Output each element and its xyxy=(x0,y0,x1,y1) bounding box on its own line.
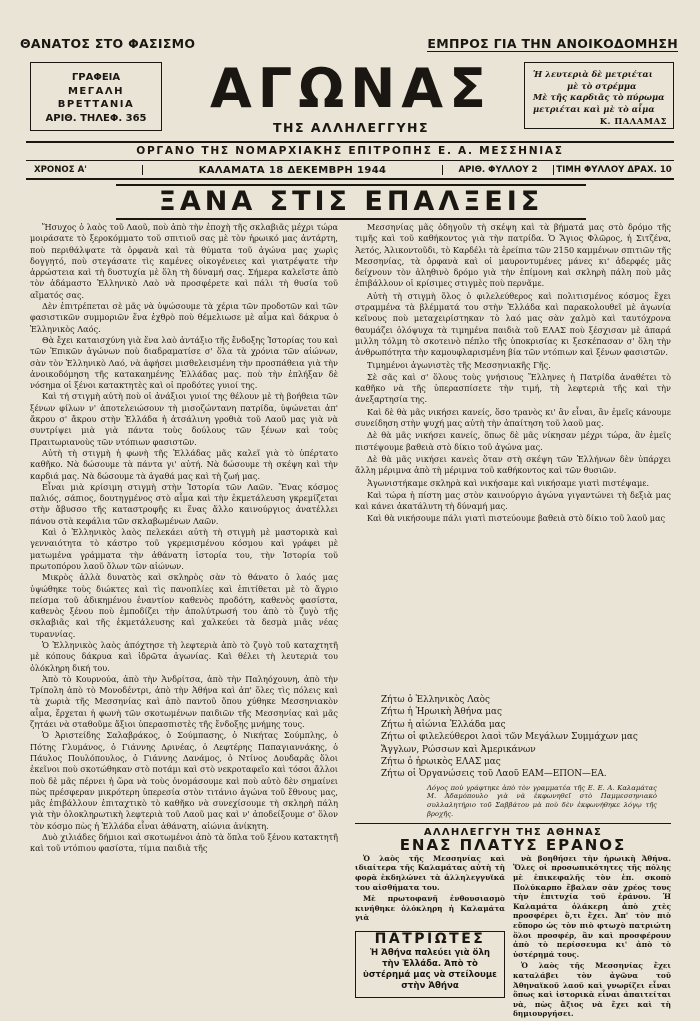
article-paragraph: Καὶ θὰ νικήσουμε πάλι γιατὶ πιστεύουμε βαθειὰ στὸ δίκιο τοῦ λαοῦ μας xyxy=(367,513,666,524)
cheer-line: Ζήτω οἱ Ὀργανώσεις τοῦ Λαοῦ ΕΑΜ—ΕΠΟΝ—ΕΑ. xyxy=(381,769,607,780)
fundraiser-paragraph: Ὁ λαὸς τῆς Μεσσηνίας καὶ ιδιαίτερα τῆς Καλαμάτας αὐτὴ τὴ φορὰ ἐκδηλώνει τὰ ἀλληλεγγυϊκά του αἰσθήματα του. xyxy=(355,853,505,892)
article-paragraph: Ἀγωνιστήκαμε σκληρὰ καὶ νικήσαμε καὶ νικήσαμε γιατὶ πιστέψαμε. xyxy=(367,477,650,488)
article-paragraph: Δὲν ἐπιτρέπεται σὲ μᾶς νὰ ὑψώσουμε τὰ χέρια τῶν προδοτῶν καὶ τῶν φασιστικῶν συμμοριῶν ἕνα ἐχθρὸ ποὺ θέμελιωσε μὲ αἷμα καὶ δάκρυα ὁ Ἑλληνικὸς Λαός. xyxy=(30,301,338,334)
article-column-right xyxy=(355,222,671,1021)
quote-line: Ἡ λευτεριὰ δὲ μετριέται xyxy=(533,69,653,79)
cheer-line: Ζήτω ὁ Ἑλληνικὸς Λαὸς xyxy=(381,695,490,705)
fundraiser-article xyxy=(355,854,671,1021)
article-column-left xyxy=(30,222,338,972)
article-paragraph: Ἥσυχος ὁ λαὸς τοῦ Λαοῦ, ποὺ ἀπὸ τὴν ἐποχὴ τῆς σκλαβιᾶς μέχρι τώρα μοιράσατε τὸ ξεροκόμματο τοῦ σπιτιοῦ σας μὲ τὸν ἡρωικό μας ἀντάρτη, ποὺ περιθάλψατε τὰ ὀρφανὰ καὶ τὰ θύματα τοῦ ἀγώνα μας χωρὶς δογγητό, ποὺ στεγάσατε τὶς καμένες οἰκογένειες καὶ γιατρέψατε τὴν ἀρρώστεια καὶ τὴ δυστυχία μὲ ὅλη τὴ δύναμή σας. Σήμερα καλεῖστε ἀπὸ τὸν ἀδάμαστο Ἑλληνικὸ Λαὸ νὰ προσφέρετε καὶ πάλι τὴ θυσία τοῦ αἵματός σας. xyxy=(30,222,338,300)
article-paragraph: Μικρὸς ἀλλὰ δυνατὸς καὶ σκληρὸς σὰν τὸ θάνατο ὁ λαός μας ὑψώθηκε τοὺς διώκτες καὶ τὶς πανοπλίες καὶ ἐπιτίθεται μὲ τὸ ἄγριο πείσμα τοῦ ἀδικημένου ἐναντίον καθενὸς προδότη, καθενὸς φασίστα, καθενὸς ξένου ποὺ ἐμποδίζει τὴν ἀπολύτρωσή του ἀπὸ τὸ ζυγὸ τῆς σκλαβιᾶς καὶ τῆς ἐκμετάλευσης καὶ χαλκεύει τὰ δεσμὰ μιᾶς νέας τυραννίας. xyxy=(30,572,338,639)
article-paragraph: Αὐτὴ τὴ στιγμὴ ἡ φωνὴ τῆς Ἑλλάδας μᾶς καλεῖ γιὰ τὸ ὑπέρτατο καθῆκο. Νὰ δώσουμε τὰ πάντα γι' αὐτή. Νὰ δώσουμε τὴ σκέψη καὶ τὴν καρδιά μας. Νὰ δώσουμε τὰ ἀγαθά μας καὶ τὴ ζωή μας. xyxy=(30,447,338,481)
article-paragraph: Σὲ σᾶς καὶ σ' ὅλους τοὺς γνήσιους Ἕλληνες ἡ Πατρίδα ἀναθέτει τὸ καθῆκο νὰ τῆς ὑπερασπίσετε τὴν τιμή, τὴ λεφτεριὰ τῆς καὶ τὴν ἀνεξαρτησία της. xyxy=(355,371,671,405)
article-paragraph: Τιμημένοι ἀγωνιστὲς τῆς Μεσσηνιακῆς Γῆς. xyxy=(367,359,551,370)
article-paragraph: Ὁ Ἀριστείδης Σαλαβράκος, ὁ Σούμπασης, ὁ Νικήτας Σούμπλης, ὁ Πότης Γλυμάνος, ὁ Γιάννης Δρινέας, ὁ Λεφτέρης Παπαγιαννάκης, ὁ Πάυλος Πουλόπουλος, ὁ Γιάννης Δανάμος, ὁ Ντίνος Δουδαρᾶς ὅλοι ἐκεῖνοι ποὺ σκοτώθηκαν στὸ ποτάμι καὶ στὸ νεκροταφεῖο καὶ τόσοι ἄλλοι ποὺ δὲ μᾶς πέρνει ἡ ὥρα νὰ τοὺς ὀνομάσουμε καὶ ποὺ αὐτὸ δὲν σημαίνει πὼς πρέσφεραν μικρότερη ὑπερεσία στὸν τιτάνιο ἀγώνα τοῦ ἔθνους μας, μᾶς ἐπιβάλλουν ἐπιταχτικὸ τὸ καθῆκο νὰ συνεχίσουμε τὴ σκληρὴ πάλη γιὰ τὴν ὁλοκληρωτικὴ λεφτεριὰ τοῦ Λαοῦ μας καὶ ν' ἀποδείξουμε σ' ὅλον τὸν κόσμο πὼς ἡ Ἑλλάδα εἶναι ἀθάνατη, αἰώνια ἀνίκητη. xyxy=(30,730,338,831)
cheers-list xyxy=(355,694,671,781)
fundraiser-column-left xyxy=(355,854,505,1021)
cheer-line: Ζήτω ὁ ἡρωικὸς ΕΛΑΣ μας xyxy=(381,757,501,768)
patriotes-heading: ΠΑΤΡΙΩΤΕΣ xyxy=(374,930,486,947)
fundraiser-paragraph: Ὁ λαὸς τῆς Μεσσηνίας ἔχει καταλάβει τὸν ἀγῶνα τοῦ Ἀθηναϊκοῦ λαοῦ καὶ γνωρίζει εἶναι ὅπως καὶ ἱστορικὰ εἶναι ἀπαιτείται νὰ, πὼς ἄξιος νὰ ἔχει καὶ τὴ δημιουργήσει. xyxy=(513,961,671,1019)
article-paragraph: Ὁ Ἑλληνικὸς λαὸς ἀπόχτησε τὴ λεφτεριὰ ἀπὸ τὸ ζυγὸ τοῦ καταχτητῆ μὲ κόπους δάκρυα καὶ ἱδρῶτα ἀγωνίας. Καὶ θέλει τὴ λευτεριὰ του ὁλόκληρη δική του. xyxy=(30,639,338,673)
quote-line: μετριέται καὶ μὲ τὸ αἷμα xyxy=(533,103,655,114)
speech-footnote: Λόγος ποὺ γράφτηκε ἀπὸ τὸν γραμματέα τῆς Ε. Ε. Α. Καλαμάτας Μ. Ἀδαμόπουλο γιὰ νὰ ἐκφωνηθεῖ στὸ Παμμεσσηνιακὸ συλλαλητήριο τοῦ Σαββάτου μὰ ποὺ δὲν ἐκφωνήθηκε λόγῳ τῆς βροχῆς. xyxy=(427,783,657,818)
slogan-left: ΘΑΝΑΤΟΣ ΣΤΟ ΦΑΣΙΣΜΟ xyxy=(20,36,196,51)
slogan-right: ΕΜΠΡΟΣ ΓΙΑ ΤΗΝ ΑΝΟΙΚΟΔΟΜΗΣΗ xyxy=(427,36,678,51)
quote-box xyxy=(524,62,674,129)
cheer-line: Ζήτω ἡ Ἡρωικὴ Ἀθήνα μας xyxy=(381,707,503,718)
article-paragraph: Αὐτὴ τὴ στιγμὴ ὅλος ὁ φιλελεύθερος καὶ πολιτισμένος κόσμος ἔχει στραμμένα τὰ βλέμματά του στὴν Ἑλλάδα καὶ παρακολουθεῖ μὲ ἀγωνία κεῖνους ποὺ μεταχειρίστηκαν τὸ λαό μας σὰν χαλμὸ καὶ ταυτόχρονα θαυμάζει ὁλόψυχα τὰ τιμημένα παιδιὰ τοῦ ΕΛΑΣ ποὺ ξέσχισαν μὲ ἀπαρά μιλλη τόλμη τὸ σκοτεινὸ πέπλο τῆς ὑποκρισίας κι ξεσκέπασαν σ' ὅλη τὴν ἀνθρωπότητα τὴν καμουφλαρισμένη βία τῶν ντόπιων καὶ ξένων φασιστῶν. xyxy=(355,290,671,358)
newspaper-title: ΑΓΩΝΑΣ xyxy=(210,57,492,120)
article-paragraph: Καὶ ὁ Ἑλληνικὸς λαὸς πελεκάει αὐτὴ τὴ στιγμὴ μὲ μαστορικὰ καὶ γενναιότητα τὸ κάστρο τοῦ γκρεμισμένου κόσμου καὶ γράφει μὲ ματωμένα γράμματα τὴν ἀθάνατη ἱστορία του, τὴν Ἱστορία τοῦ πρωτοπόρου λαοῦ ὅλων τῶν αἰώνων. xyxy=(30,527,338,571)
organ-line: ΟΡΓΑΝΟ ΤΗΣ ΝΟΜΑΡΧΙΑΚΗΣ ΕΠΙΤΡΟΠΗΣ Ε. Α. ΜΕΣΣΗΝΙΑΣ xyxy=(26,141,674,161)
office-box xyxy=(30,62,162,131)
quote-author: Κ. ΠΑΛΑΜΑΣ xyxy=(599,116,667,127)
office-address: ΜΕΓΑΛΗ ΒΡΕΤΤΑΝΙΑ xyxy=(57,85,135,110)
issue-number: ΑΡΙΘ. ΦΥΛΛΟΥ 2 xyxy=(442,165,553,175)
fundraiser-column-right xyxy=(513,854,671,1021)
article-paragraph: Δυὸ χιλιάδες δήμιοι καὶ σκοτωμένοι ἀπὸ τὰ ὅπλα τοῦ ξένου κατακτητῆ καὶ τοῦ ντόπιου φασίστα, τίμια παιδιὰ τῆς xyxy=(30,832,338,854)
article-paragraph: Δὲ θὰ μᾶς νικήσει κανεὶς ὅταν στὴ σκέψη τῶν Ἑλλήνων δὲν ὑπάρχει ἄλλη μέριμνα ἀπὸ τὴ μέριμνα τοῦ καθήκοντος καὶ τῶν θυσιῶν. xyxy=(355,453,671,476)
article-paragraph: Καὶ δὲ θὰ μᾶς νικήσει κανείς, ὅσο τρανὸς κι' ἂν εἶναι, ἂν ἐμεῖς κάνουμε συνείδηση στὴν ψυχή μας αὐτὴ τὴν ἀπαίτηση τοῦ λαοῦ μας. xyxy=(355,406,671,429)
main-headline: ΞΑΝΑ ΣΤΙΣ ΕΠΑΛΞΕΙΣ xyxy=(116,184,586,220)
section-title: ΕΝΑΣ ΠΛΑΤΥΣ ΕΡΑΝΟΣ xyxy=(399,835,627,854)
fundraiser-paragraph: νὰ βοηθήσει τὴν ἡρωικὴ Ἀθήνα. Ὅλες οἱ προσωπικότητες τῆς πόλης μὲ ἐπικεφαλῆς τὸν ἐπ. σκοπὸ Πολύκαρπο ἔβαλαν σὰν χρέος τους τὴν ἐπιτυχία τοῦ ἐράνου. Ἡ Καλαμάτα ὁλάκερη ἀπὸ χτὲς προσφέρει ὅ,τι ἔχει. Ἀπ' τὸν πιὸ εὔπορο ὡς τὸν πιὸ φτωχὸ πατριώτη ὅλοι προσφέρ, ἂν καὶ προσφέρουν ἀπὸ τὸ περίσσευμα κι' ἀπὸ τὸ ὑστέρημά τους. xyxy=(513,853,671,959)
article-continuation xyxy=(355,222,671,692)
cheer-line: Ζήτω οἱ φιλελεύθεροι λαοὶ τῶν Μεγάλων Συμμάχων μας xyxy=(381,732,638,743)
article-paragraph: Εἶναι μιὰ κρίσιμη στιγμὴ στὴν Ἱστορία τῶν Λαῶν. Ἕνας κόσμος παλιός, σάπιος, δουτηγμένος στὸ αἷμα καὶ τὴν ἐκμετάλευση γκρεμίζεται στὴν ἄβυσσο τῆς καταστροφῆς κι ἕνας ἄλλο καινούργιος ἀνατέλλει πάνου στὰ κεφάλια τῶν σκλαβωμένων Λαῶν. xyxy=(30,481,338,526)
article-paragraph: Μεσσηνίας μᾶς ὁδηγοῦν τὴ σκέψη καὶ τὰ βήματά μας στὸ δρόμο τῆς τιμῆς καὶ τοῦ καθήκοντος γιὰ τὴν πατρίδα. Ὁ Ἅγιος Φλῶρος, ἡ Σιτζένα, Ἀετός, Ἀλικοντοῦδι, τὸ Καρδέλι τὰ ἐρείπια τῶν 2150 καμμένων σπιτιῶν τῆς Μεσσηνίας, τὰ ὀρφανὰ καὶ οἱ μαυροντυμένες μάνες κι' ἀδερφές μᾶς δείχνουν τὸν ἀληθινὸ δρόμο γιὰ τὴν ἐπίμονη καὶ σκληρὴ πάλη ποὺ μᾶς ἐπιβάλλουν οἱ κρίσιμες στιγμὲς ποὺ περνᾶμε. xyxy=(355,222,671,289)
article-paragraph: Καὶ τώρα ἡ πίστη μας στὸν καινούργιο ἀγώνα γιγαντώνει τὴ δεξιὰ μας καὶ κάνει ἀκατάλυτη τὴ δύναμή μας. xyxy=(355,489,671,512)
cheer-line: Ἄγγλων, Ρώσσων καὶ Ἀμερικάνων xyxy=(381,744,536,755)
issue-info-bar xyxy=(26,162,674,180)
cheer-line: Ζήτω ἡ αἰώνια Ἑλλάδα μας xyxy=(381,719,506,730)
section-label: ΑΛΛΗΛΕΓΓΥΗ ΤΗΣ ΑΘΗΝΑΣ xyxy=(423,827,603,839)
article-paragraph: Ἀπὸ τὸ Κουρνούα, ἀπὸ τὴν Ἀνδρίτσα, ἀπὸ τὴν Παληόχουνη, ἀπὸ τὴν Τρίπολη ἀπὸ τὸ Μονοδέντρι, ἀπὸ τὴν Ἀθήνα καὶ ἀπ' ὅλες τὶς πόλεις καὶ τὰ χωριὰ τῆς Μεσσηνίας καὶ ἀπὸ παντοῦ ὅπου χύθηκε Μεσσηνιακὸν αἷμα, ἔρχεται ἡ φωνὴ τῶν σκοτωμένων παιδιῶν τῆς Μεσσηνίας καὶ μᾶς ζητάει νὰ σταθοῦμε ἄξιοι ὑπερασπιστὲς τῆς ἔνδοξης μνήμης τους. xyxy=(30,673,338,730)
office-phone: ΑΡΙΘ. ΤΗΛΕΦ. 365 xyxy=(45,112,147,124)
article-paragraph: Θὰ ἔχει καταισχύνη γιὰ ἕνα λαὸ ἀντάξιο τῆς ἔνδοξης Ἱστορίας του καὶ τῶν Ἐπικῶν ἀγώνων ποὺ διαδραματίσε σ' ὅλα τὰ χρόνια τῶν αἰώνων, σὰν τὸν Ἑλληνικὸ Λαό, νὰ ἀφήσει μισθελεισμένη τὴν προσπάθεια γιὰ τὴν ἀνοικοδόμηση τῆς κατακαημένης Ἑλλάδας μας. ποὺ τὴν ἐπλήξαν δὲ νόσημα οἱ ξένοι κατακτητὲς καὶ οἱ προδότες γυιοί της. xyxy=(30,334,338,391)
article-paragraph: Δὲ θὰ μᾶς νικήσει κανείς, ὅπως δὲ μᾶς νίκησαν μέχρι τώρα, ἂν ἐμεῖς πιστέψουμε βαθειὰ στὸ δίκιο τοῦ ἀγώνα μας. xyxy=(355,430,671,452)
office-label: ΓΡΑΦΕΙΑ xyxy=(71,72,121,83)
fundraiser-paragraph: Μὲ πρωτοφανῆ ἐνθουσιασμὸ κινήθηκε ὁλόκληρη ἡ Καλαμάτα γιὰ xyxy=(355,894,505,923)
patriotes-box xyxy=(355,931,505,998)
article-paragraph: Καὶ τή στιγμὴ αὐτὴ ποὺ οἱ ἀνάξιοι γυιοί της θέλουν μὲ τὴ βοήθεια τῶν ξένων φίλων ν' ἀποτελειώσουν τὴ μισοζώντανη πατρίδα, ὑψώνεται ἀπ' ἄκρου σ' ἄκρου στὴν Ἑλλάδα ἡ ἀτσάλινη γροθιὰ τοῦ Λαοῦ μας γιὰ νὰ συντρίψει μιὰ γιὰ πάντα τοὺς δούλους τῶν ξένων καὶ τοὺς Πραιτωριανοὺς τῶν ντόπιων φασιστῶν. xyxy=(30,391,338,447)
issue-date: ΚΑΛΑΜΑΤΑ 18 ΔΕΚΕΜΒΡΗ 1944 xyxy=(198,164,387,176)
issue-price: ΤΙΜΗ ΦΥΛΛΟΥ ΔΡΑΧ. 10 xyxy=(553,165,674,175)
section-divider xyxy=(355,823,671,824)
issue-year: ΧΡΟΝΟΣ Α' xyxy=(26,165,143,175)
quote-line: μὲ τὸ στρέμμα xyxy=(567,80,637,91)
newspaper-subtitle: ΤΗΣ ΑΛΛΗΛΕΓΓΥΗΣ xyxy=(272,120,430,135)
quote-line: Μὲ τῆς καρδιᾶς τὸ πύρωμα xyxy=(533,92,665,103)
patriotes-text: Ἡ Ἀθήνα παλεύει γιὰ ὅλη τὴν Ἑλλάδα. Ἀπὸ τὸ ὑστέρημά μας νὰ στείλουμε στὴν Ἀθήνα xyxy=(363,947,497,991)
